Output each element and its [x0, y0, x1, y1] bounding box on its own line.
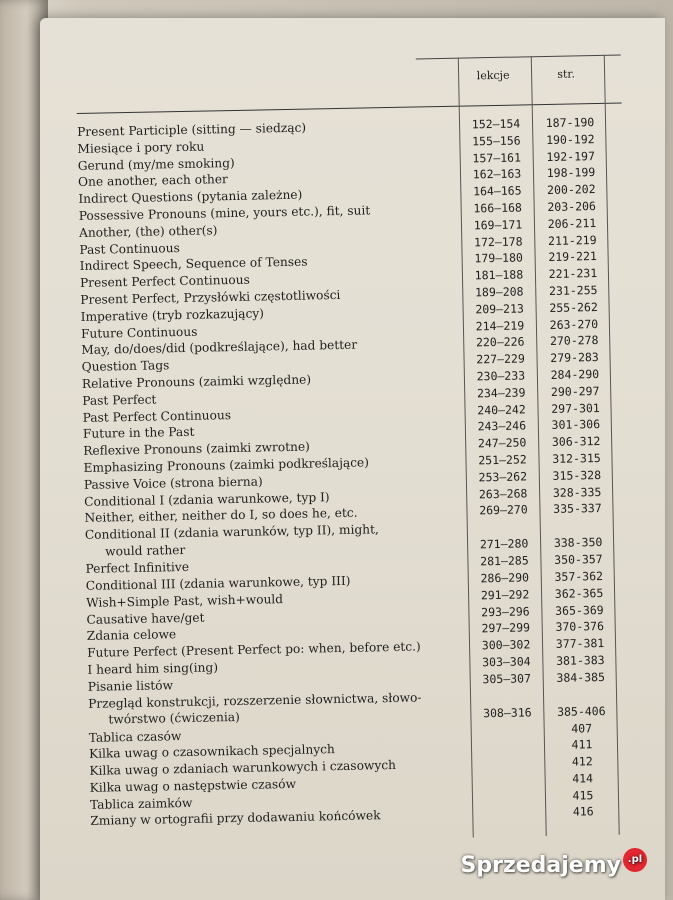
toc-entry-title: One another, each other	[77, 172, 228, 190]
toc-entry-title: Kilka uwag o zdaniach warunkowych i czasowych	[89, 758, 397, 778]
watermark-text: Sprzedajemy	[460, 853, 621, 878]
toc-entry-title: Possessive Pronouns (mine, yours etc.), fit, suit	[78, 203, 371, 223]
toc-entry-lessons: 281—285	[480, 553, 529, 569]
toc-entry-lessons	[476, 788, 542, 789]
toc-entry-pages: 297-301	[551, 400, 600, 416]
toc-entry-title: Present Participle (sitting — siedząc)	[76, 120, 307, 139]
toc-entry-lessons: 247—250	[477, 435, 527, 451]
toc-entry-lessons	[475, 754, 541, 755]
toc-entry-pages: 350-357	[554, 552, 603, 568]
toc-entry-pages: 357-362	[554, 568, 604, 584]
toc-entry-lessons: 234—239	[476, 385, 526, 401]
toc-entry-lessons: 155—156	[472, 133, 521, 149]
toc-entry-title: Emphasizing Pronouns (zaimki podkreślające)	[83, 455, 370, 475]
toc-entry-title: Perfect Infinitive	[85, 560, 190, 577]
toc-entry-pages: 338-350	[553, 535, 603, 551]
toc-entry-pages: 211-219	[547, 232, 597, 248]
toc-entry-title: Conditional III (zdania warunkowe, typ III)	[85, 573, 351, 593]
toc-entry-lessons: 293—296	[481, 603, 530, 619]
toc-entry-pages: 301-306	[551, 417, 601, 433]
toc-entry-lessons: 297—299	[481, 620, 531, 636]
toc-entry-pages: 279-283	[550, 350, 599, 366]
toc-entry-title: Past Perfect	[82, 392, 157, 408]
toc-entry-title: Przegląd konstrukcji, rozszerzenie słownictwa, słowo- twórstwo (ćwiczenia)	[87, 689, 422, 727]
toc-entry-lessons: 303—304	[482, 654, 531, 670]
toc-entry-title: Passive Voice (strona bierna)	[83, 474, 263, 492]
toc-entry-title: Future Perfect (Present Perfect po: when, before etc.)	[87, 639, 421, 661]
toc-entry-lessons	[475, 737, 541, 738]
toc-entry-lessons: 157—161	[472, 150, 522, 165]
toc-entry-pages: 411	[571, 737, 593, 752]
toc-entry-lessons: 164—165	[472, 183, 522, 199]
toc-entry-title: Pisanie listów	[87, 677, 174, 694]
toc-entry-pages: 219-221	[548, 249, 597, 265]
toc-entry-pages: 198-199	[546, 165, 596, 181]
toc-entry-pages: 306-312	[551, 434, 601, 450]
toc-entry-pages: 203-206	[547, 199, 597, 214]
toc-entry-lessons: 181—188	[474, 267, 524, 283]
toc-entry-lessons: 305—307	[482, 671, 532, 687]
toc-entry-lessons: 263—268	[478, 485, 528, 501]
toc-entry-pages: 206-211	[547, 215, 597, 231]
toc-entry-pages: 284-290	[550, 366, 600, 382]
toc-entry-title: Indirect Speech, Sequence of Tenses	[79, 254, 308, 274]
toc-entry-pages: 362-365	[554, 585, 604, 601]
toc-entry-lessons	[475, 721, 541, 722]
book-page	[40, 18, 665, 900]
toc-header	[76, 63, 622, 114]
toc-entry-pages: 231-255	[548, 282, 598, 298]
toc-entry-title: Kilka uwag o czasownikach specjalnych	[88, 742, 335, 762]
toc-entry-lessons: 172—178	[473, 234, 523, 249]
toc-entry-title: Conditional I (zdania warunkowe, typ I)	[84, 489, 330, 509]
toc-entry-pages: 377-381	[555, 636, 605, 652]
toc-entry-pages: 414	[572, 771, 594, 786]
toc-entry-lessons: 209—213	[475, 301, 524, 317]
toc-entry-lessons: 152—154	[471, 116, 521, 132]
toc-entry-pages: 290-297	[550, 383, 600, 399]
toc-entry-pages: 328-335	[552, 484, 602, 500]
toc-entry-title: Past Continuous	[79, 240, 180, 257]
toc-entry-lessons	[475, 771, 541, 772]
toc-entry-pages: 385-406	[556, 703, 606, 719]
toc-entry-lessons: 166—168	[473, 200, 523, 216]
toc-entry-title: Future in the Past	[82, 425, 195, 442]
toc-entry-lessons: 308—316	[482, 704, 532, 720]
column-header-pages: str.	[557, 67, 576, 81]
toc-entry-title: Present Perfect Continuous	[79, 272, 250, 291]
toc-entry-lessons: 179—180	[474, 250, 523, 266]
toc-entry-lessons: 240—242	[477, 401, 526, 417]
toc-entry-title: Gerund (my/me smoking)	[77, 155, 235, 173]
toc-entry-lessons: 230—233	[476, 368, 526, 384]
toc-entry-pages: 192-197	[546, 148, 596, 164]
toc-entry-lessons: 300—302	[481, 637, 531, 653]
watermark-badge-icon: .pl	[623, 848, 647, 872]
toc-entry-pages: 312-315	[552, 450, 601, 466]
toc-entry-title: Wish+Simple Past, wish+would	[86, 591, 284, 610]
toc-entry-title: Question Tags	[81, 358, 170, 375]
toc-entry-lessons: 251—252	[478, 452, 527, 468]
toc-entry-title: Future Continuous	[80, 324, 198, 341]
toc-entry-lessons: 271—280	[479, 536, 529, 552]
toc-entry-lessons: 269—270	[479, 502, 528, 518]
toc-entry-pages: 255-262	[549, 299, 598, 315]
toc-entry-title: Past Perfect Continuous	[82, 407, 232, 425]
toc-entry-title: Indirect Questions (pytania zależne)	[78, 187, 303, 207]
toc-entry-lessons	[476, 805, 542, 806]
toc-entry-title: Zdania celowe	[86, 627, 177, 644]
toc-entry-title: Neither, either, neither do I, so does he, etc.	[84, 506, 358, 526]
toc-entry-pages: 381-383	[556, 652, 605, 668]
toc-entry-title: Zmiany w ortografii przy dodawaniu końcówek	[90, 808, 381, 829]
toc-entry-pages: 315-328	[552, 467, 602, 483]
toc-entry-pages: 365-369	[555, 602, 604, 618]
toc-entry-lessons: 243—246	[477, 418, 527, 434]
toc-entry-lessons: 214—219	[475, 318, 525, 333]
toc-entry-title: Tablica czasów	[88, 728, 182, 745]
toc-entry-title: I heard him sing(ing)	[87, 660, 219, 677]
toc-entry-pages: 407	[571, 720, 593, 736]
toc-entry-pages: 187-190	[545, 115, 595, 130]
toc-entry-lessons: 189—208	[474, 284, 524, 300]
toc-entry-title: Reflexive Pronouns (zaimki zwrotne)	[83, 439, 310, 459]
toc-entry-title: Conditional II (zdania warunków, typ II), might, would rather	[84, 522, 379, 559]
toc-entry-pages: 412	[571, 754, 593, 769]
toc-entry-title: Miesiące i pory roku	[77, 139, 205, 156]
toc-rows	[77, 114, 635, 831]
toc-entry-pages: 415	[572, 787, 594, 803]
toc-entry-lessons: 220—226	[475, 334, 525, 350]
toc-entry-pages: 370-376	[555, 619, 605, 635]
sprzedajemy-watermark	[461, 853, 648, 878]
toc-entry-title: Tablica zaimków	[89, 795, 193, 812]
toc-entry-pages: 384-385	[556, 669, 606, 685]
toc-entry-pages: 416	[572, 804, 594, 820]
toc-entry-title: Kilka uwag o następstwie czasów	[89, 776, 297, 795]
toc-entry-pages: 263-270	[549, 316, 599, 332]
toc-entry-title: Another, (the) other(s)	[78, 223, 218, 240]
toc-entry-lessons: 162—163	[472, 166, 522, 182]
toc-entry-lessons: 291—292	[480, 587, 530, 603]
toc-entry-title: Present Perfect, Przysłówki częstotliwości	[80, 287, 341, 307]
column-header-lessons: lekcje	[476, 68, 510, 83]
toc-entry-title: Relative Pronouns (zaimki względne)	[81, 372, 312, 391]
toc-entry-title: May, do/does/did (podkreślające), had better	[81, 338, 358, 358]
toc-entry-pages: 270-278	[549, 333, 599, 349]
toc-entry-pages: 221-231	[548, 266, 598, 282]
toc-entry-title: Causative have/get	[86, 610, 205, 627]
table-of-contents	[76, 63, 635, 831]
toc-entry-lessons: 227—229	[476, 351, 525, 367]
toc-entry-pages: 200-202	[546, 182, 596, 198]
toc-entry-lessons: 286—290	[480, 570, 530, 586]
toc-entry-lessons: 253—262	[478, 469, 528, 485]
toc-entry-lessons: 169—171	[473, 217, 523, 233]
toc-entry-title: Imperative (tryb rozkazujący)	[80, 306, 265, 324]
toc-entry-pages: 190-192	[546, 131, 595, 147]
toc-entry-pages: 335-337	[553, 501, 602, 517]
